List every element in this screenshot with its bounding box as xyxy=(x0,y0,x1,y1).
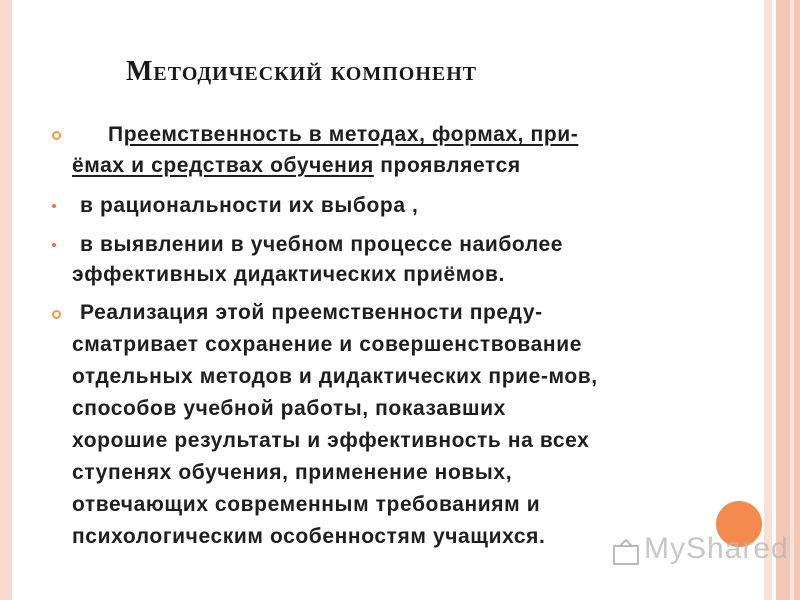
paragraph-1-tail: проявляется xyxy=(373,154,521,177)
paragraph-2-line-3: отдельных методов и дидактических прие-мов, xyxy=(72,365,598,388)
paragraph-2-line-4: способов учебной работы, показавших xyxy=(72,397,506,420)
paragraph-1-underlined-b: ёмах и средствах обучения xyxy=(72,154,374,177)
right-frame-line xyxy=(790,0,794,600)
right-frame-band xyxy=(776,0,800,600)
bullet-2-line-1: в выявлении в учебном процессе наиболее xyxy=(80,233,564,256)
dot-bullet-icon xyxy=(52,204,56,208)
left-frame-stripe xyxy=(0,0,12,600)
ring-bullet-icon xyxy=(52,131,61,140)
slide-title: Методический компонент xyxy=(126,56,478,87)
bullet-1-text: в рациональности их выбора , xyxy=(80,194,419,217)
paragraph-1-initial: П xyxy=(108,123,124,146)
watermark-text: MyShared xyxy=(644,532,789,565)
watermark-logo-icon xyxy=(612,538,640,566)
bullet-2-line-2: эффективных дидактических приёмов. xyxy=(72,263,505,286)
paragraph-1-line-2 xyxy=(72,151,521,181)
right-frame-stripe xyxy=(764,0,772,600)
paragraph-2-line-2: сматривает сохранение и совершенствование xyxy=(72,333,582,356)
paragraph-2-line-1: Реализация этой преемственности преду- xyxy=(80,301,543,324)
paragraph-1-line-1 xyxy=(108,120,578,150)
paragraph-2-line-6: ступенях обучения, применение новых, xyxy=(72,461,513,484)
paragraph-2-line-5: хорошие результаты и эффективность на всех xyxy=(72,429,590,452)
paragraph-2-line-7: отвечающих современным требованиям и xyxy=(72,493,541,516)
paragraph-1-underlined-a: реемственность в методах, формах, при- xyxy=(123,123,579,146)
ring-bullet-icon xyxy=(52,310,61,319)
dot-bullet-icon xyxy=(52,243,56,247)
paragraph-2-line-8: психологическим особенностям учащихся. xyxy=(72,525,546,548)
